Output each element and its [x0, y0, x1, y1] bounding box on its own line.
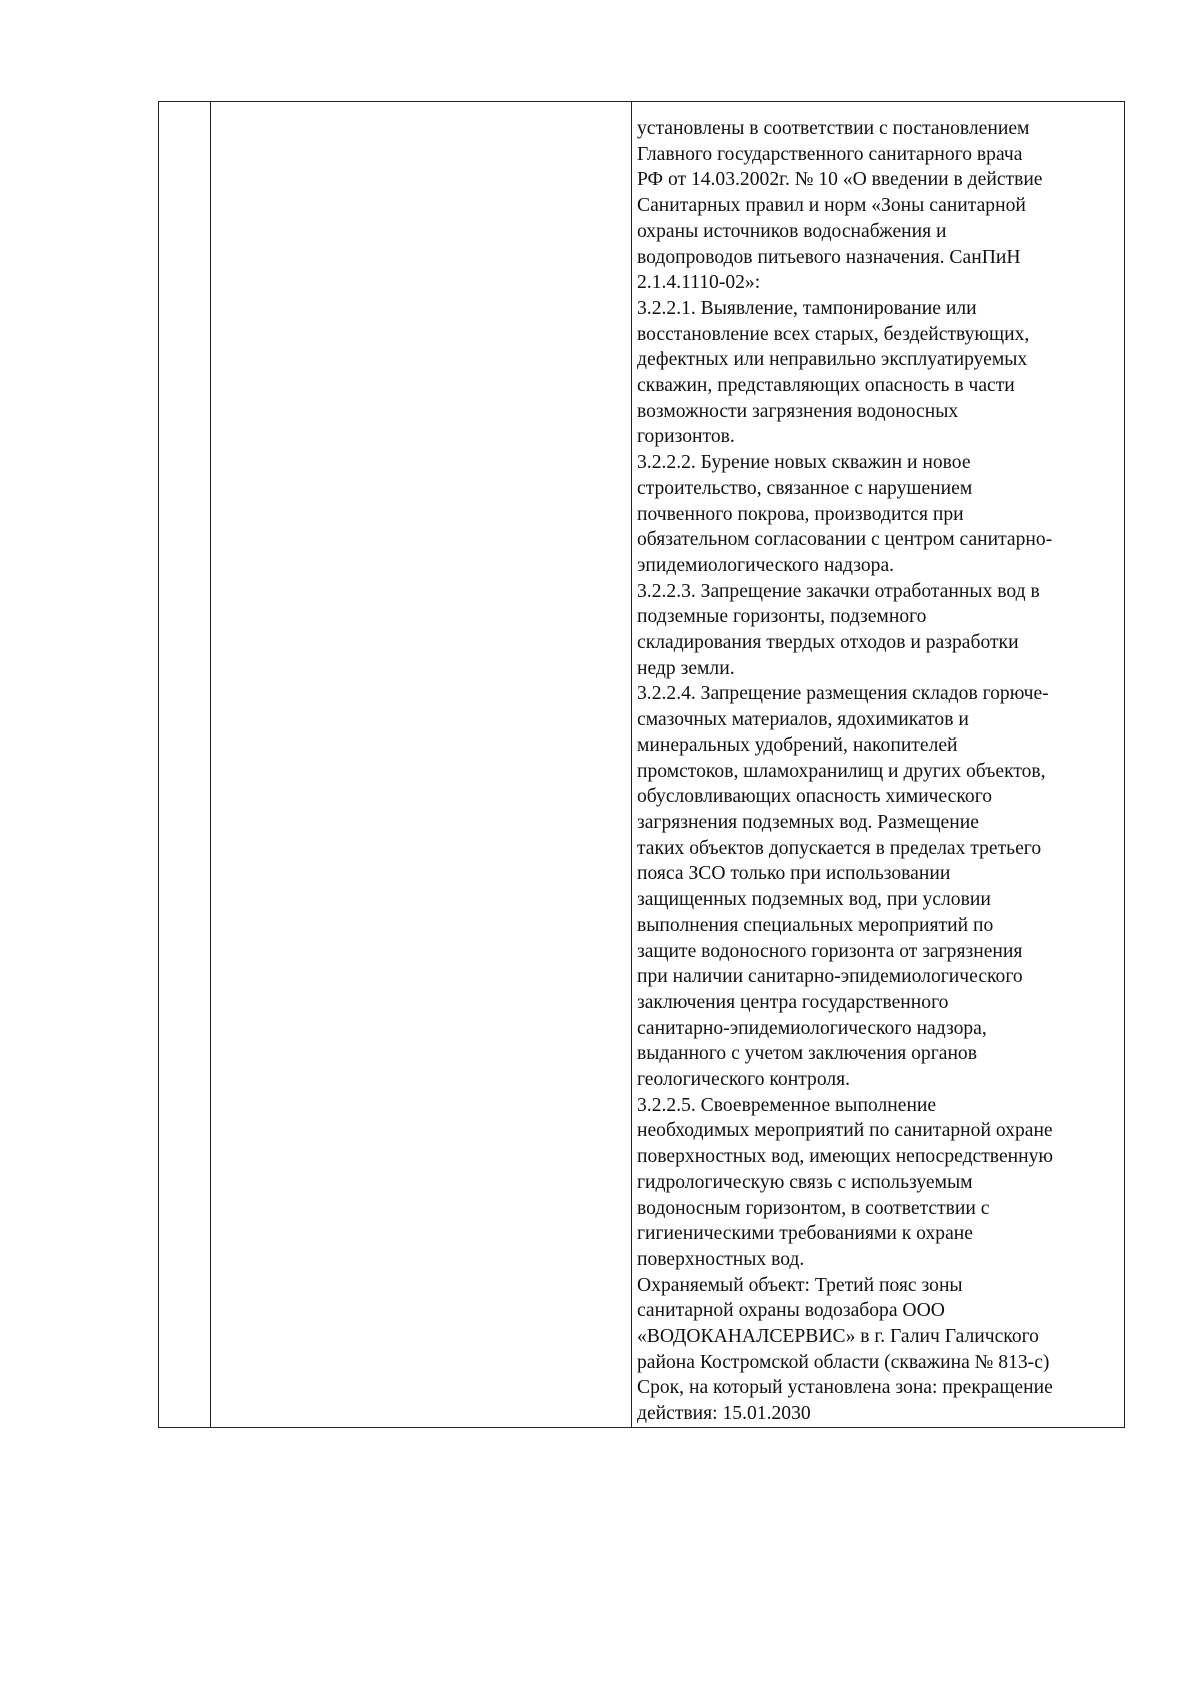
text-line: возможности загрязнения водоносных	[637, 400, 959, 422]
text-line: водопроводов питьевого назначения. СанПиН	[637, 246, 1021, 268]
text-line: Охраняемый объект: Третий пояс зоны	[637, 1274, 963, 1296]
text-line: 2.1.4.1110-02»:	[637, 272, 761, 294]
text-line: геологического контроля.	[637, 1069, 851, 1091]
table-cell-description	[632, 102, 1124, 1427]
text-line: складирования твердых отходов и разработки	[637, 632, 1019, 654]
table-cell-name	[211, 102, 632, 1427]
text-line: скважин, представляющих опасность в части	[637, 375, 1015, 397]
text-line: при наличии санитарно-эпидемиологического	[637, 966, 1023, 988]
text-line: пояса ЗСО только при использовании	[637, 863, 951, 885]
text-line: дефектных или неправильно эксплуатируемых	[637, 349, 1028, 371]
text-line: гигиеническими требованиями к охране	[637, 1223, 973, 1245]
text-line: 3.2.2.1. Выявление, тампонирование или	[637, 297, 977, 319]
text-line: 3.2.2.4. Запрещение размещения складов горюче-	[637, 683, 1049, 705]
text-line: горизонтов.	[637, 426, 735, 448]
text-line: Санитарных правил и норм «Зоны санитарной	[637, 195, 1026, 217]
text-line: подземные горизонты, подземного	[637, 606, 927, 628]
text-line: РФ от 14.03.2002г. № 10 «О введении в действие	[637, 169, 1043, 191]
text-line: необходимых мероприятий по санитарной охране	[637, 1120, 1053, 1142]
text-line: промстоков, шламохранилищ и других объектов,	[637, 760, 1046, 782]
text-line: водоносным горизонтом, в соответствии с	[637, 1197, 990, 1219]
text-line: таких объектов допускается в пределах третьего	[637, 837, 1042, 859]
text-line: обусловливающих опасность химического	[637, 786, 993, 808]
text-line: гидрологическую связь с используемым	[637, 1171, 973, 1193]
document-table	[158, 101, 1125, 1428]
text-line: 3.2.2.3. Запрещение закачки отработанных вод в	[637, 580, 1040, 602]
text-line: 3.2.2.5. Своевременное выполнение	[637, 1094, 937, 1116]
text-line: строительство, связанное с нарушением	[637, 477, 973, 499]
text-line: защите водоносного горизонта от загрязнения	[637, 940, 1023, 962]
text-line: 3.2.2.2. Бурение новых скважин и новое	[637, 452, 971, 474]
text-line: недр земли.	[637, 657, 735, 679]
text-line: обязательном согласовании с центром санитарно-	[637, 529, 1053, 551]
text-line: выполнения специальных мероприятий по	[637, 914, 994, 936]
text-line: поверхностных вод.	[637, 1248, 805, 1270]
text-line: действия: 15.01.2030	[637, 1403, 811, 1425]
text-line: установлены в соответствии с постановлением	[637, 118, 1030, 139]
text-line: восстановление всех старых, бездействующих,	[637, 323, 1030, 345]
text-line: выданного с учетом заключения органов	[637, 1043, 977, 1065]
text-line: района Костромской области (скважина № 813-с)	[637, 1351, 1050, 1373]
text-line: почвенного покрова, производится при	[637, 503, 964, 525]
text-line: смазочных материалов, ядохимикатов и	[637, 709, 969, 731]
text-line: Главного государственного санитарного врача	[637, 143, 1023, 165]
text-line: Срок, на который установлена зона: прекращение	[637, 1377, 1053, 1399]
text-line: загрязнения подземных вод. Размещение	[637, 811, 979, 833]
text-line: «ВОДОКАНАЛСЕРВИС» в г. Галич Галичского	[637, 1326, 1039, 1348]
text-line: минеральных удобрений, накопителей	[637, 734, 958, 756]
text-line: эпидемиологического надзора.	[637, 554, 895, 576]
text-line: заключения центра государственного	[637, 991, 949, 1013]
text-line: санитарной охраны водозабора ООО	[637, 1300, 945, 1322]
table-cell-number	[159, 102, 211, 1427]
text-line: поверхностных вод, имеющих непосредственную	[637, 1146, 1054, 1168]
text-line: санитарно-эпидемиологического надзора,	[637, 1017, 987, 1039]
text-line: охраны источников водоснабжения и	[637, 220, 947, 242]
text-line: защищенных подземных вод, при условии	[637, 889, 991, 911]
